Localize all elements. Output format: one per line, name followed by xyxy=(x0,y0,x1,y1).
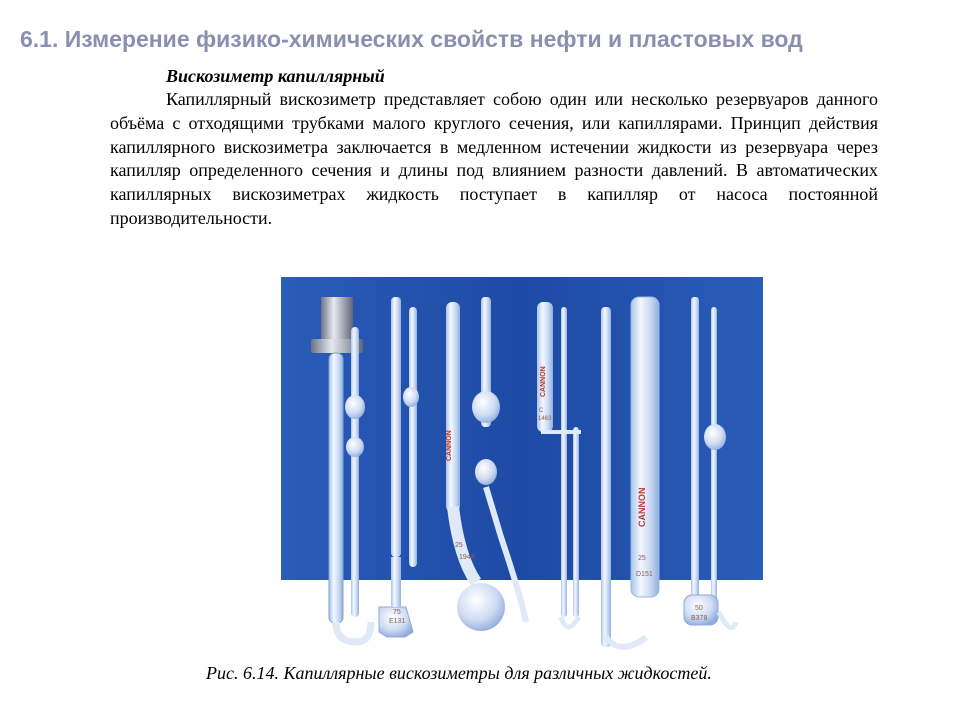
svg-text:E131: E131 xyxy=(389,618,406,625)
svg-text:CANNON: CANNON xyxy=(637,487,647,527)
svg-text:75: 75 xyxy=(393,609,401,616)
svg-text:D151: D151 xyxy=(636,571,653,578)
body-paragraph: Капиллярный вискозиметр представляет собою один или несколько резервуаров данного объёма с отходящими трубками малого круглого сечения, или капиллярами. Принцип действия капиллярного вискозиметра заключается в медленном истечении жидкости из резервуара через капилляр определенного сечения и длины под влиянием разности давлений. В автоматических капиллярных вискозиметрах жидкость поступает в капилляр от насоса постоянной производительности. xyxy=(110,89,878,228)
viscometer-illustration xyxy=(281,277,763,625)
slide-title: 6.1. Измерение физико-химических свойств нефти и пластовых вод xyxy=(20,26,803,52)
viscometer-photo xyxy=(281,277,763,625)
svg-text:25: 25 xyxy=(638,555,646,562)
svg-text:C: C xyxy=(539,408,544,414)
svg-text:B378: B378 xyxy=(691,615,708,622)
svg-text:25: 25 xyxy=(455,542,463,549)
svg-text:CANNON: CANNON xyxy=(446,430,453,461)
svg-text:50: 50 xyxy=(695,605,703,612)
svg-text:1944: 1944 xyxy=(459,554,475,561)
svg-text:1463: 1463 xyxy=(538,416,552,422)
svg-text:CANNON: CANNON xyxy=(540,366,547,397)
section-subtitle: Вискозиметр капиллярный xyxy=(166,66,385,86)
figure-caption: Рис. 6.14. Капиллярные вискозиметры для различных жидкостей. xyxy=(206,663,712,683)
